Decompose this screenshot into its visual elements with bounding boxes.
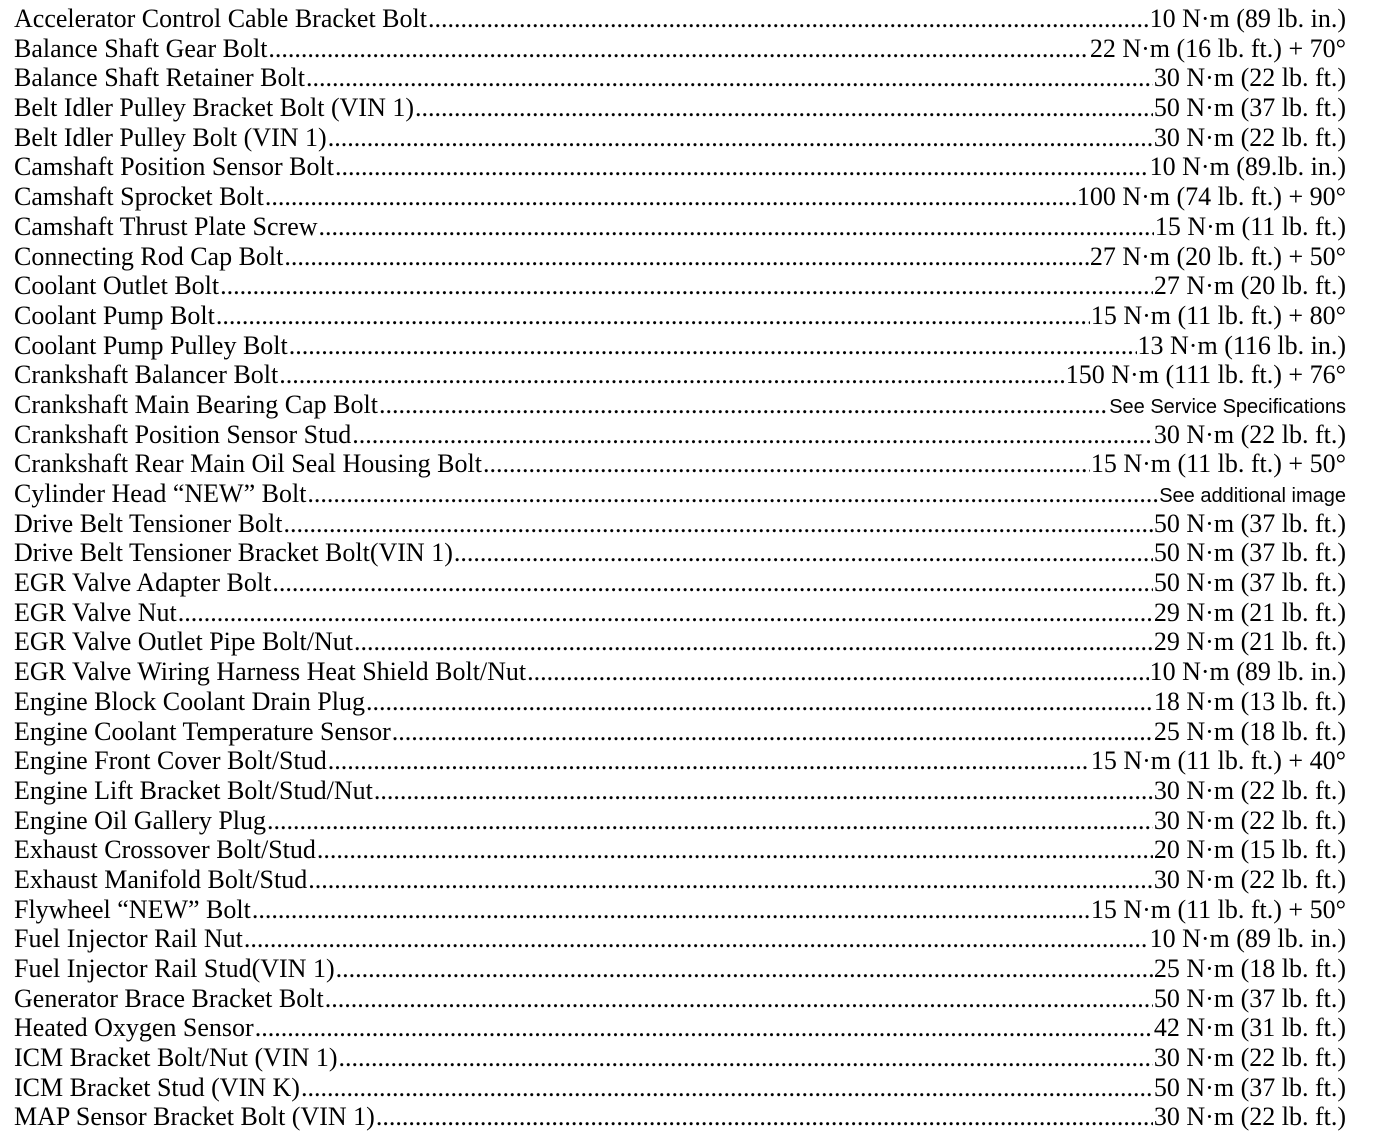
spec-value: 25 N·m (18 lb. ft.): [1153, 716, 1346, 746]
spec-value: 18 N·m (13 lb. ft.): [1153, 686, 1346, 716]
spec-name: Engine Lift Bracket Bolt/Stud/Nut: [14, 775, 373, 805]
dot-leader: [392, 717, 1153, 747]
dot-leader: [306, 63, 1153, 93]
spec-name: Camshaft Position Sensor Bolt: [14, 152, 334, 182]
dot-leader: [415, 93, 1153, 123]
spec-value: 29 N·m (21 lb. ft.): [1153, 627, 1346, 657]
spec-name: Coolant Outlet Bolt: [14, 271, 220, 301]
spec-name: Camshaft Thrust Plate Screw: [14, 211, 318, 241]
spec-name: MAP Sensor Bracket Bolt (VIN 1): [14, 1102, 375, 1132]
spec-row: [14, 687, 1346, 717]
dot-leader: [328, 123, 1153, 153]
spec-value: 30 N·m (22 lb. ft.): [1153, 419, 1346, 449]
spec-name: Balance Shaft Retainer Bolt: [14, 63, 305, 93]
spec-value: See additional image: [1159, 485, 1346, 507]
dot-leader: [483, 449, 1090, 479]
spec-value: 27 N·m (20 lb. ft.) + 50°: [1089, 241, 1346, 271]
dot-leader: [284, 509, 1153, 539]
spec-row: [14, 538, 1346, 568]
spec-value: 50 N·m (37 lb. ft.): [1153, 508, 1346, 538]
spec-value: 30 N·m (22 lb. ft.): [1153, 864, 1346, 894]
spec-name: Belt Idler Pulley Bracket Bolt (VIN 1): [14, 93, 415, 123]
spec-value: 15 N·m (11 lb. ft.) + 50°: [1090, 894, 1346, 924]
spec-name: Generator Brace Bracket Bolt: [14, 983, 324, 1013]
spec-value: 10 N·m (89 lb. in.): [1149, 4, 1346, 33]
spec-value: 20 N·m (15 lb. ft.): [1153, 835, 1346, 865]
dot-leader: [216, 301, 1090, 331]
spec-row: [14, 598, 1346, 628]
spec-value: 25 N·m (18 lb. ft.): [1153, 954, 1346, 983]
spec-name: ICM Bracket Stud (VIN K): [14, 1072, 300, 1102]
spec-value: 10 N·m (89.lb. in.): [1149, 152, 1346, 182]
dot-leader: [428, 4, 1149, 34]
spec-name: EGR Valve Outlet Pipe Bolt/Nut: [14, 627, 353, 657]
spec-name: EGR Valve Adapter Bolt: [14, 568, 272, 598]
spec-value: 10 N·m (89 lb. in.): [1149, 657, 1346, 687]
spec-name: Fuel Injector Rail Nut: [14, 924, 243, 954]
dot-leader: [376, 1102, 1153, 1132]
spec-value: See Service Specifications: [1109, 395, 1346, 418]
spec-name: EGR Valve Nut: [14, 597, 177, 627]
spec-name: Flywheel “NEW” Bolt: [14, 894, 251, 924]
dot-leader: [352, 420, 1153, 450]
spec-row: [14, 509, 1346, 539]
dot-leader: [178, 598, 1153, 628]
spec-row: [14, 93, 1346, 123]
spec-value: 30 N·m (22 lb. ft.): [1153, 1043, 1346, 1073]
spec-row: [14, 123, 1346, 153]
spec-row: [14, 1013, 1346, 1043]
spec-value: 30 N·m (22 lb. ft.): [1153, 805, 1346, 835]
spec-value: 10 N·m (89 lb. in.): [1149, 924, 1346, 954]
spec-value: 15 N·m (11 lb. ft.) + 80°: [1090, 300, 1346, 330]
spec-row: [14, 449, 1346, 479]
spec-row: [14, 746, 1346, 776]
spec-row: [14, 1102, 1346, 1132]
spec-value: 50 N·m (37 lb. ft.): [1153, 93, 1346, 123]
dot-leader: [255, 1013, 1153, 1043]
dot-leader: [317, 835, 1153, 865]
spec-row: [14, 271, 1346, 301]
spec-value: 13 N·m (116 lb. in.): [1137, 330, 1346, 360]
spec-row: [14, 717, 1346, 747]
dot-leader: [319, 212, 1154, 242]
spec-row: [14, 4, 1346, 34]
spec-row: [14, 627, 1346, 657]
spec-name: Engine Coolant Temperature Sensor: [14, 716, 391, 746]
spec-name: Engine Block Coolant Drain Plug: [14, 686, 365, 716]
spec-row: [14, 984, 1346, 1014]
spec-value: 50 N·m (37 lb. ft.): [1153, 1072, 1346, 1102]
spec-name: Coolant Pump Bolt: [14, 300, 215, 330]
dot-leader: [268, 34, 1088, 64]
spec-row: [14, 865, 1346, 895]
dot-leader: [301, 1073, 1153, 1103]
spec-row: [14, 212, 1346, 242]
spec-row: [14, 657, 1346, 687]
spec-value: 150 N·m (111 lb. ft.) + 76°: [1065, 360, 1346, 390]
spec-value: 30 N·m (22 lb. ft.): [1153, 775, 1346, 805]
spec-name: Accelerator Control Cable Bracket Bolt: [14, 4, 427, 33]
torque-spec-list: [14, 4, 1346, 1132]
dot-leader: [374, 776, 1153, 806]
spec-value: 50 N·m (37 lb. ft.): [1153, 538, 1346, 568]
spec-name: EGR Valve Wiring Harness Heat Shield Bolt/Nut: [14, 657, 527, 687]
dot-leader: [354, 627, 1153, 657]
spec-row: [14, 390, 1346, 420]
dot-leader: [379, 390, 1108, 420]
spec-row: [14, 1073, 1346, 1103]
spec-name: Exhaust Manifold Bolt/Stud: [14, 864, 308, 894]
spec-value: 30 N·m (22 lb. ft.): [1153, 1102, 1346, 1132]
spec-row: [14, 835, 1346, 865]
spec-name: Crankshaft Position Sensor Stud: [14, 419, 352, 449]
spec-value: 50 N·m (37 lb. ft.): [1153, 568, 1346, 598]
spec-row: [14, 242, 1346, 272]
spec-value: 29 N·m (21 lb. ft.): [1153, 597, 1346, 627]
spec-value: 30 N·m (22 lb. ft.): [1153, 122, 1346, 152]
spec-value: 50 N·m (37 lb. ft.): [1153, 983, 1346, 1013]
dot-leader: [454, 538, 1153, 568]
dot-leader: [527, 657, 1148, 687]
spec-name: Heated Oxygen Sensor: [14, 1013, 254, 1043]
spec-row: [14, 152, 1346, 182]
dot-leader: [272, 568, 1153, 598]
dot-leader: [339, 1043, 1153, 1073]
dot-leader: [252, 895, 1090, 925]
spec-row: [14, 806, 1346, 836]
dot-leader: [335, 152, 1149, 182]
spec-value: 15 N·m (11 lb. ft.): [1154, 211, 1346, 241]
spec-name: Crankshaft Main Bearing Cap Bolt: [14, 389, 378, 419]
spec-name: Crankshaft Balancer Bolt: [14, 360, 279, 390]
spec-name: ICM Bracket Bolt/Nut (VIN 1): [14, 1043, 338, 1073]
spec-row: [14, 1043, 1346, 1073]
spec-name: Exhaust Crossover Bolt/Stud: [14, 835, 316, 865]
spec-row: [14, 420, 1346, 450]
spec-name: Cylinder Head “NEW” Bolt: [14, 479, 307, 508]
dot-leader: [325, 984, 1153, 1014]
spec-row: [14, 954, 1346, 984]
spec-name: Belt Idler Pulley Bolt (VIN 1): [14, 122, 327, 152]
spec-row: [14, 301, 1346, 331]
spec-row: [14, 479, 1346, 509]
spec-row: [14, 63, 1346, 93]
spec-row: [14, 331, 1346, 361]
dot-leader: [328, 746, 1090, 776]
spec-row: [14, 568, 1346, 598]
dot-leader: [267, 806, 1153, 836]
dot-leader: [366, 687, 1153, 717]
spec-name: Crankshaft Rear Main Oil Seal Housing Bolt: [14, 449, 482, 479]
spec-value: 100 N·m (74 lb. ft.) + 90°: [1076, 182, 1346, 212]
spec-row: [14, 776, 1346, 806]
dot-leader: [308, 865, 1153, 895]
spec-row: [14, 34, 1346, 64]
spec-row: [14, 924, 1346, 954]
spec-value: 30 N·m (22 lb. ft.): [1153, 63, 1346, 93]
spec-value: 27 N·m (20 lb. ft.): [1153, 271, 1346, 301]
dot-leader: [244, 924, 1149, 954]
spec-row: [14, 182, 1346, 212]
spec-name: Drive Belt Tensioner Bolt: [14, 508, 283, 538]
spec-name: Engine Front Cover Bolt/Stud: [14, 746, 327, 776]
spec-name: Drive Belt Tensioner Bracket Bolt(VIN 1): [14, 538, 453, 568]
dot-leader: [336, 954, 1153, 984]
dot-leader: [265, 182, 1076, 212]
dot-leader: [220, 271, 1153, 301]
dot-leader: [307, 479, 1158, 509]
spec-name: Fuel Injector Rail Stud(VIN 1): [14, 954, 335, 983]
spec-name: Coolant Pump Pulley Bolt: [14, 330, 288, 360]
spec-name: Engine Oil Gallery Plug: [14, 805, 267, 835]
spec-name: Connecting Rod Cap Bolt: [14, 241, 284, 271]
spec-row: [14, 360, 1346, 390]
spec-name: Camshaft Sprocket Bolt: [14, 182, 264, 212]
spec-row: [14, 895, 1346, 925]
dot-leader: [284, 242, 1088, 272]
spec-value: 22 N·m (16 lb. ft.) + 70°: [1089, 33, 1346, 63]
spec-value: 42 N·m (31 lb. ft.): [1153, 1013, 1346, 1043]
dot-leader: [279, 360, 1065, 390]
spec-value: 15 N·m (11 lb. ft.) + 40°: [1090, 746, 1346, 776]
dot-leader: [289, 331, 1137, 361]
spec-value: 15 N·m (11 lb. ft.) + 50°: [1090, 449, 1346, 479]
spec-name: Balance Shaft Gear Bolt: [14, 33, 268, 63]
